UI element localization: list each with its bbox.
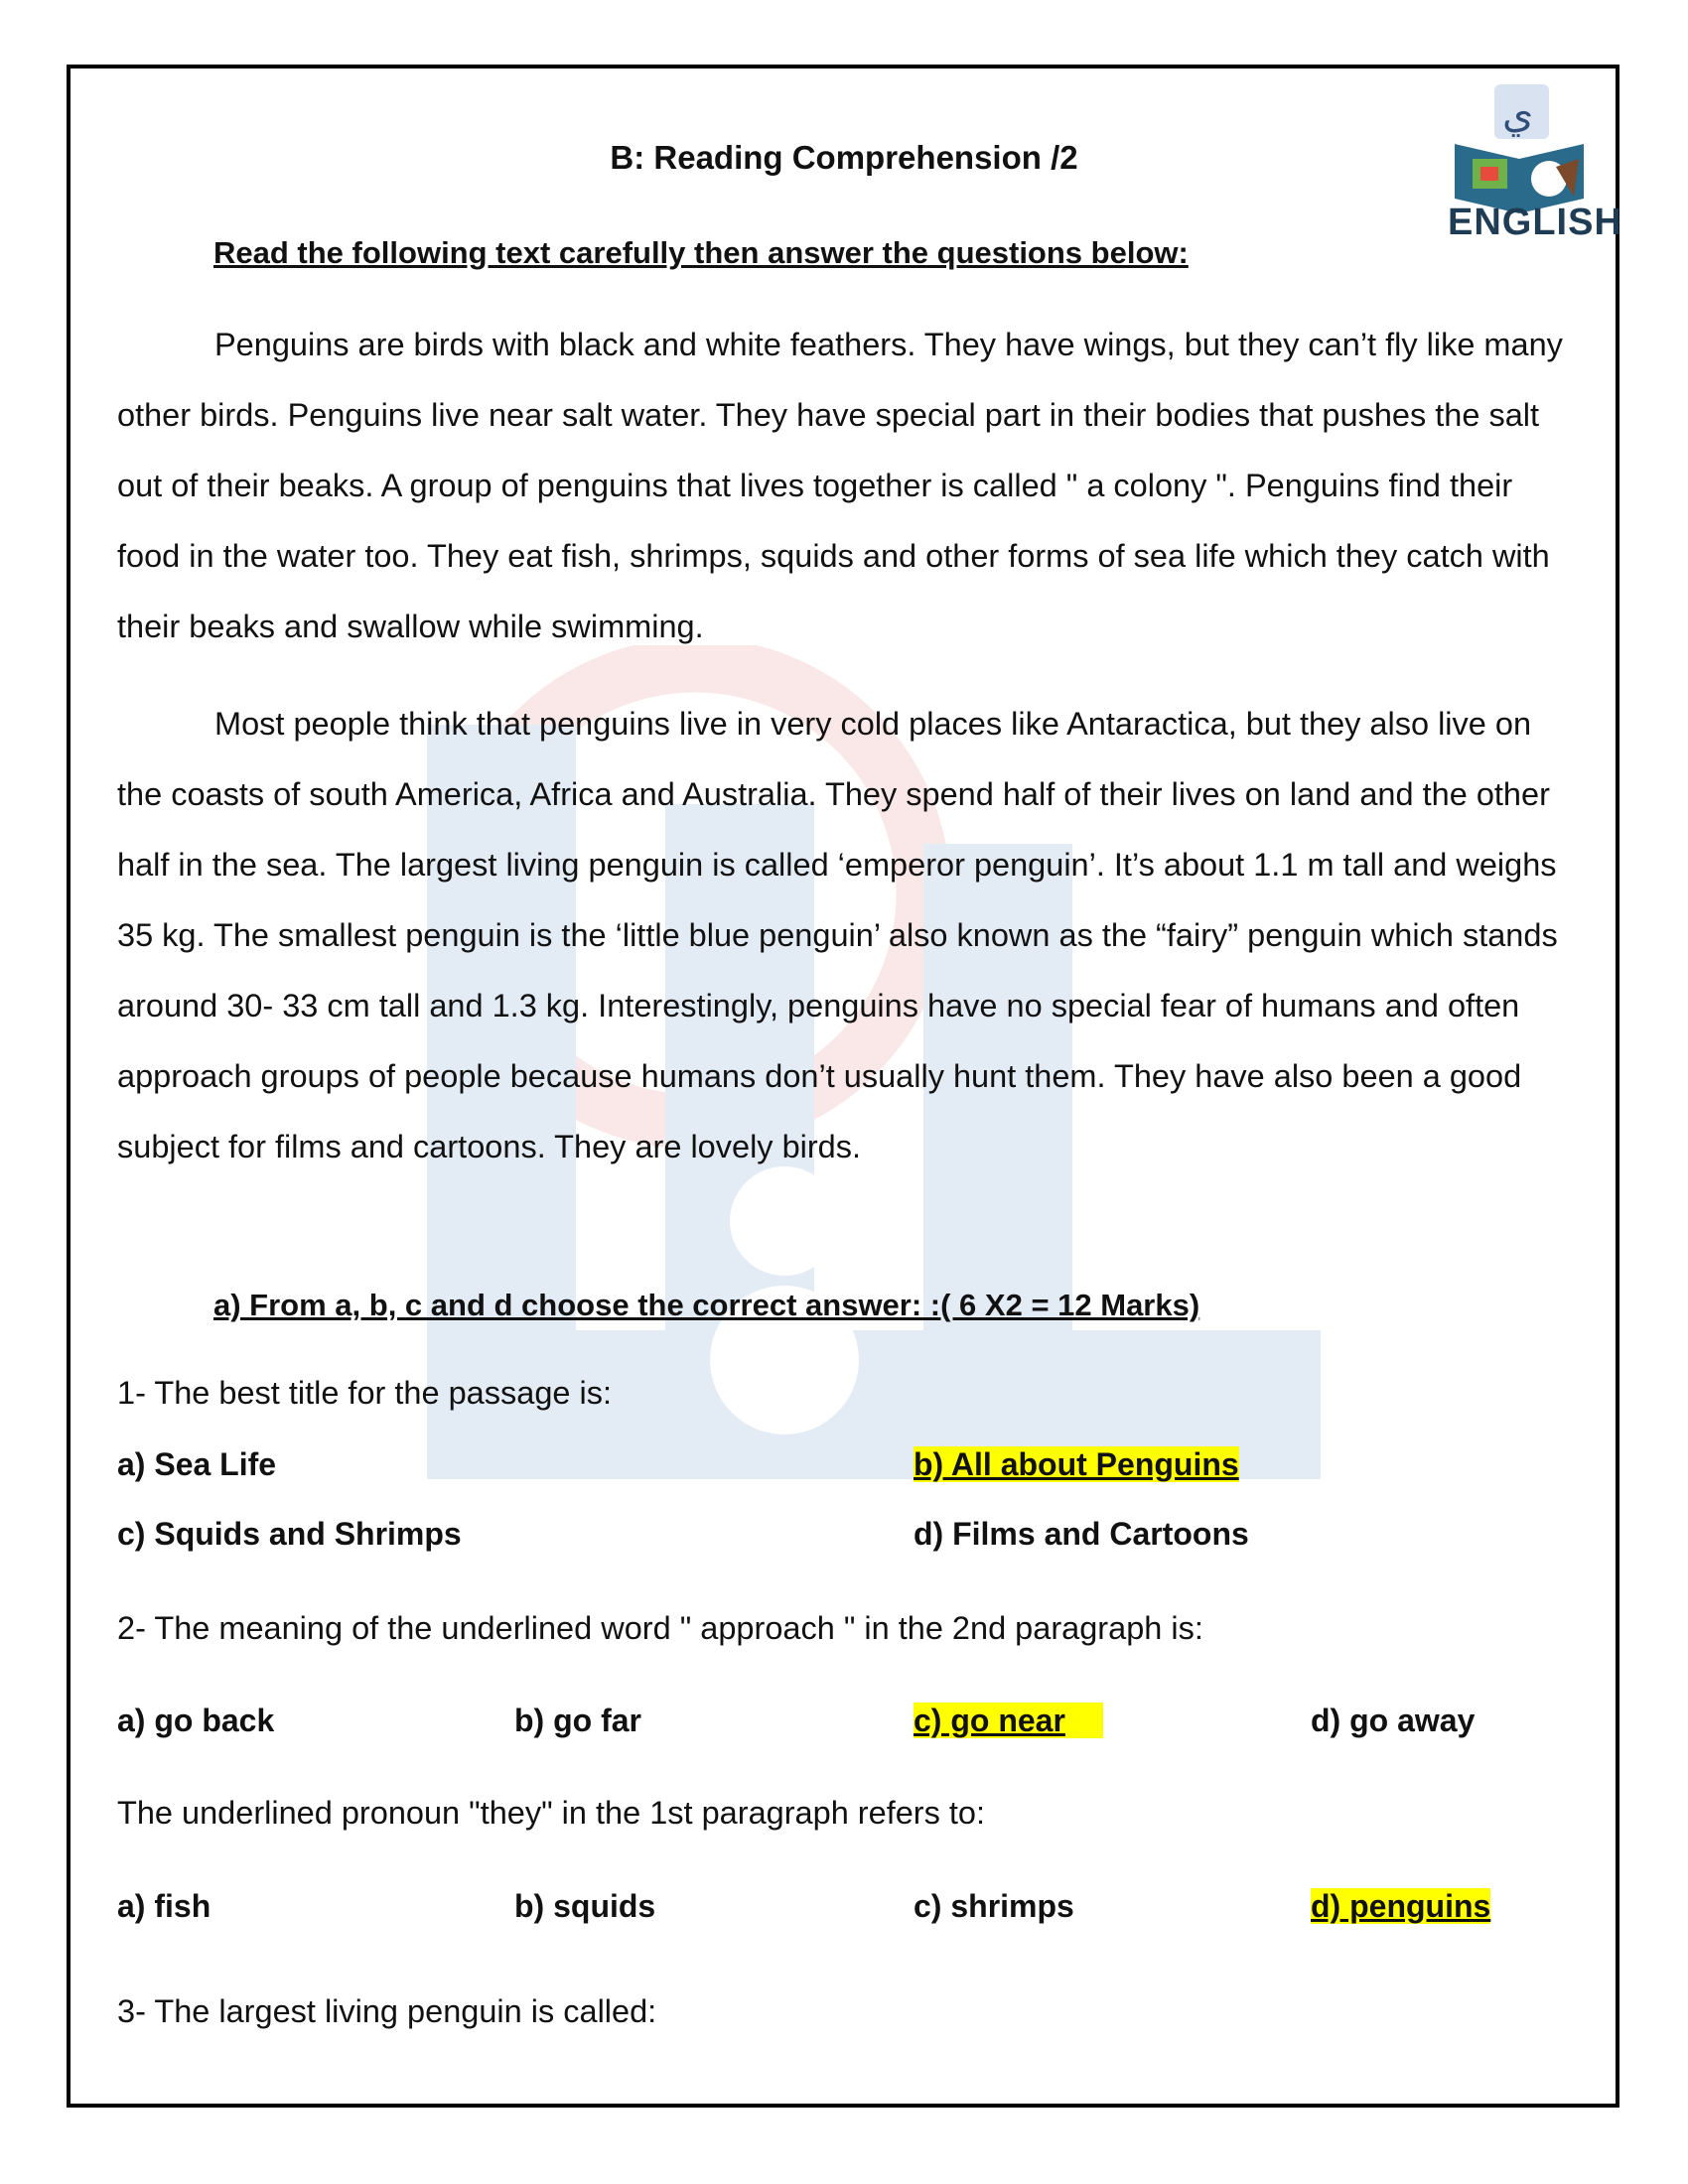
question-2-text: 2- The meaning of the underlined word " approach " in the 2nd paragraph is: [117, 1610, 1203, 1646]
paragraph-2: Most people think that penguins live in very cold places like Antaractica, but they also live on the coasts of south America, Africa and Australia. They spend half of their lives on land and the other half in the sea. The largest living penguin is called ‘emperor penguin’. It’s about 1.1 m tall and weighs 35 kg. The smallest penguin is the ‘little blue penguin’ also known as the “fairy” penguin which stands around 30- 33 cm tall and 1.3 kg. Interestingly, penguins have no special fear of humans and often approach groups of people because humans don’t usually hunt them. They have also been a good subject for films and cartoons. They are lovely birds. [117, 706, 1558, 1164]
q3-option-b[interactable]: b) squids [514, 1888, 656, 1924]
instruction-text: Read the following text carefully then answer the questions below: [213, 235, 1189, 270]
paragraph-1: Penguins are birds with black and white feathers. They have wings, but they can’t fly like many other birds. Penguins live near salt water. They have special part in their bodies that pushes the salt out of their beaks. A group of penguins that lives together is called " a colony ". Penguins find their food in the water too. They eat fish, shrimps, squids and other forms of sea life which they catch with their beaks and swallow while swimming. [117, 327, 1563, 644]
svg-text:ي: ي [1502, 91, 1534, 137]
question-3-text: 3- The largest living penguin is called: [117, 1993, 657, 2029]
logo-text: ENGLISH [1448, 202, 1622, 243]
question-1-text: 1- The best title for the passage is: [117, 1375, 613, 1411]
q3-option-c[interactable]: c) shrimps [914, 1888, 1074, 1924]
q2-option-b[interactable]: b) go far [514, 1703, 641, 1738]
q1-option-b[interactable]: b) All about Penguins [914, 1446, 1239, 1482]
q1-option-c[interactable]: c) Squids and Shrimps [117, 1516, 462, 1552]
q2-option-a[interactable]: a) go back [117, 1703, 275, 1738]
q1-option-a[interactable]: a) Sea Life [117, 1446, 277, 1482]
q2-option-c[interactable]: c) go near [914, 1703, 1103, 1738]
page-title: B: Reading Comprehension /2 [610, 139, 1078, 176]
q1-option-d[interactable]: d) Films and Cartoons [914, 1516, 1249, 1552]
q2-option-d[interactable]: d) go away [1311, 1703, 1476, 1738]
q3-option-a[interactable]: a) fish [117, 1888, 211, 1924]
question-pronoun-text: The underlined pronoun "they" in the 1st paragraph refers to: [117, 1795, 986, 1831]
section-a-heading: a) From a, b, c and d choose the correct answer: :( 6 X2 = 12 Marks) [213, 1288, 1200, 1322]
q3-option-d[interactable]: d) penguins [1311, 1888, 1491, 1924]
